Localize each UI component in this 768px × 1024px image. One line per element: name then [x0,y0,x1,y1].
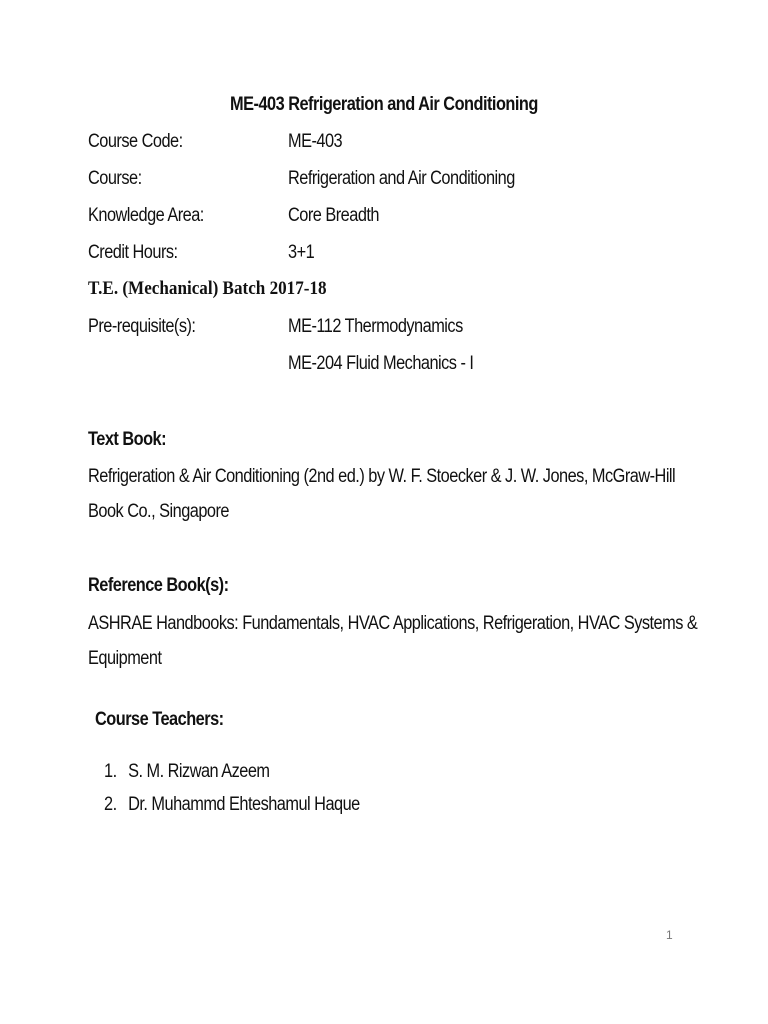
teacher-number: 2. [104,794,117,815]
text-book-heading: Text Book: [88,429,167,450]
teacher-list-item [104,760,360,793]
teacher-number: 1. [104,761,117,782]
course-code-label: Course Code: [88,131,183,152]
credit-hours-label: Credit Hours: [88,242,178,263]
batch-line: T.E. (Mechanical) Batch 2017-18 [88,278,327,299]
course-label: Course: [88,168,142,189]
credit-hours-value: 3+1 [288,242,315,263]
course-teachers-heading: Course Teachers: [95,709,224,730]
reference-book-line: ASHRAE Handbooks: Fundamentals, HVAC Applications, Refrigeration, HVAC Systems & [88,613,698,634]
teacher-name: Dr. Muhammd Ehteshamul Haque [128,794,360,815]
knowledge-area-label: Knowledge Area: [88,205,204,226]
text-book-body [88,459,753,529]
prerequisite-item: ME-112 Thermodynamics [288,316,463,337]
teacher-list-item [104,793,360,826]
reference-book-line: Equipment [88,648,162,669]
reference-books-heading: Reference Book(s): [88,575,229,596]
prerequisites-label: Pre-requisite(s): [88,316,196,337]
reference-books-body [88,606,753,676]
prerequisite-item: ME-204 Fluid Mechanics - I [288,353,474,374]
course-teachers-list [104,760,401,826]
course-code-value: ME-403 [288,131,343,152]
course-value: Refrigeration and Air Conditioning [288,168,515,189]
knowledge-area-value: Core Breadth [288,205,379,226]
document-title-text: ME-403 Refrigeration and Air Conditioning [230,94,538,115]
teacher-name: S. M. Rizwan Azeem [128,761,270,782]
document-title [0,93,768,117]
text-book-line: Book Co., Singapore [88,501,229,522]
text-book-line: Refrigeration & Air Conditioning (2nd ed.) by W. F. Stoecker & J. W. Jones, McGraw-Hill [88,466,676,487]
page-number: 1 [666,928,673,942]
